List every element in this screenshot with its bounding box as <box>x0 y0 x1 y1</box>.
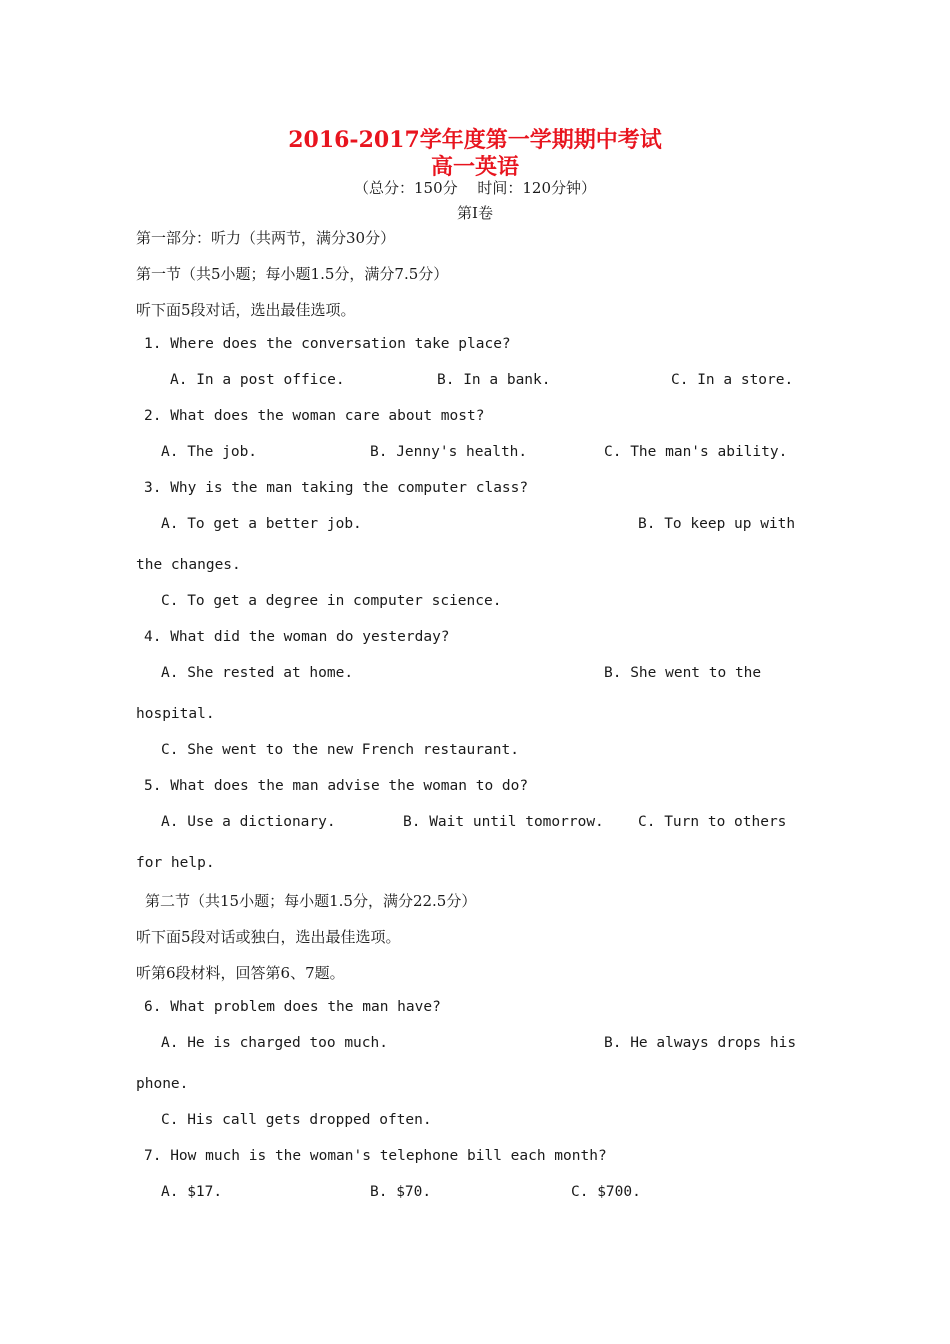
section1-heading: 第一节（共5小题；每小题1.5分，满分7.5分） <box>136 265 449 283</box>
q6-option-a: A. He is charged too much. <box>161 1035 388 1051</box>
exam-subject: 高一英语 <box>430 154 519 180</box>
question-5: 5. What does the man advise the woman to do? <box>144 778 529 794</box>
q2-option-a: A. The job. <box>161 444 258 460</box>
part1-heading: 第一部分：听力（共两节，满分30分） <box>136 229 396 247</box>
q4-option-a: A. She rested at home. <box>161 665 354 681</box>
q5-option-c-cont: for help. <box>136 855 215 871</box>
q2-option-c: C. The man's ability. <box>604 444 788 460</box>
q7-option-b: B. $70. <box>370 1184 432 1200</box>
q4-option-b-cont: hospital. <box>136 706 215 722</box>
section1-instruction: 听下面5段对话，选出最佳选项。 <box>136 301 356 319</box>
q3-option-b: B. To keep up with <box>638 516 796 532</box>
question-3: 3. Why is the man taking the computer class? <box>144 480 529 496</box>
q2-option-b: B. Jenny's health. <box>370 444 528 460</box>
section2-heading: 第二节（共15小题；每小题1.5分，满分22.5分） <box>145 892 477 910</box>
q1-option-b: B. In a bank. <box>437 372 551 388</box>
question-2: 2. What does the woman care about most? <box>144 408 485 424</box>
q1-option-a: A. In a post office. <box>170 372 345 388</box>
question-4: 4. What did the woman do yesterday? <box>144 629 450 645</box>
q7-option-c: C. $700. <box>571 1184 641 1200</box>
q5-option-c: C. Turn to others <box>638 814 787 830</box>
exam-title: 2016-2017学年度第一学期期中考试 <box>288 127 662 153</box>
q4-option-c: C. She went to the new French restaurant. <box>161 742 519 758</box>
q3-option-a: A. To get a better job. <box>161 516 362 532</box>
section2-instruction: 听下面5段对话或独白，选出最佳选项。 <box>136 928 401 946</box>
question-1: 1. Where does the conversation take place? <box>144 336 511 352</box>
volume-label: 第I卷 <box>457 204 493 222</box>
q6-option-b-cont: phone. <box>136 1076 189 1092</box>
q1-option-c: C. In a store. <box>671 372 794 388</box>
q6-option-c: C. His call gets dropped often. <box>161 1112 432 1128</box>
q3-option-b-cont: the changes. <box>136 557 241 573</box>
question-6: 6. What problem does the man have? <box>144 999 441 1015</box>
q5-option-a: A. Use a dictionary. <box>161 814 336 830</box>
exam-info: （总分：150分 时间：120分钟） <box>353 179 597 197</box>
q5-option-b: B. Wait until tomorrow. <box>403 814 604 830</box>
q7-option-a: A. $17. <box>161 1184 223 1200</box>
q6-option-b: B. He always drops his <box>604 1035 797 1051</box>
q3-option-c: C. To get a degree in computer science. <box>161 593 502 609</box>
q4-option-b: B. She went to the <box>604 665 762 681</box>
material-6-instruction: 听第6段材料，回答第6、7题。 <box>136 964 345 982</box>
question-7: 7. How much is the woman's telephone bill each month? <box>144 1148 607 1164</box>
